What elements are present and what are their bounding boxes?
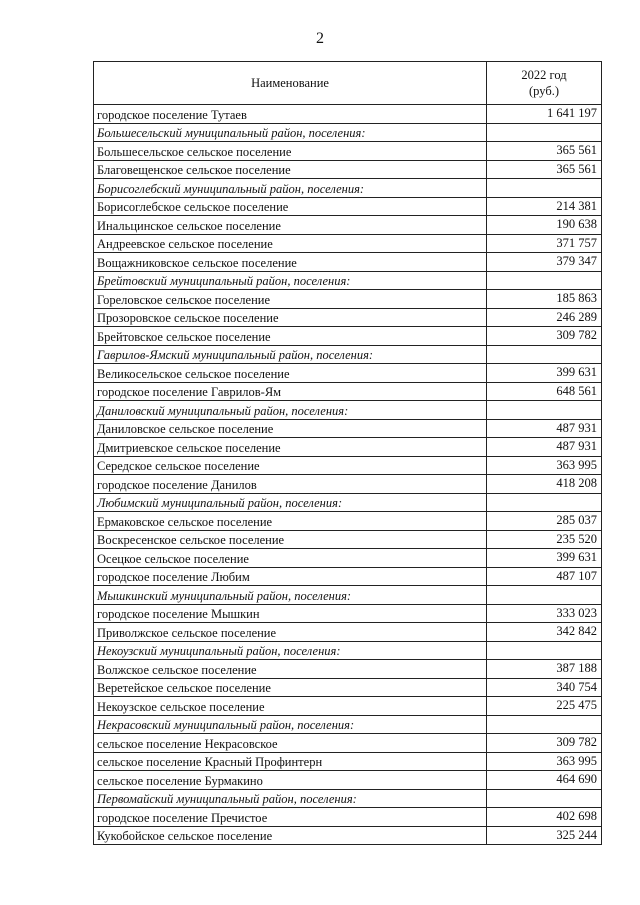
district-name-cell: Даниловский муниципальный район, поселения: xyxy=(94,401,487,420)
table-row xyxy=(94,567,602,586)
settlement-name-cell: Дмитриевское сельское поселение xyxy=(94,438,487,457)
amount-cell xyxy=(487,789,602,808)
amount-cell: 363 995 xyxy=(487,752,602,771)
district-name-cell: Некрасовский муниципальный район, поселения: xyxy=(94,715,487,734)
table-row xyxy=(94,734,602,753)
amount-cell: 487 931 xyxy=(487,419,602,438)
amount-cell xyxy=(487,345,602,364)
allocation-table-container xyxy=(93,61,601,845)
settlement-name-cell: Волжское сельское поселение xyxy=(94,660,487,679)
settlement-name-cell: Даниловское сельское поселение xyxy=(94,419,487,438)
allocation-table xyxy=(93,61,602,845)
settlement-name-cell: Осецкое сельское поселение xyxy=(94,549,487,568)
settlement-name-cell: Благовещенское сельское поселение xyxy=(94,160,487,179)
district-group-row xyxy=(94,271,602,290)
amount-cell xyxy=(487,715,602,734)
amount-cell: 342 842 xyxy=(487,623,602,642)
amount-cell xyxy=(487,641,602,660)
amount-cell: 487 107 xyxy=(487,567,602,586)
settlement-name-cell: Ермаковское сельское поселение xyxy=(94,512,487,531)
table-row xyxy=(94,197,602,216)
table-row xyxy=(94,364,602,383)
settlement-name-cell: Воскресенское сельское поселение xyxy=(94,530,487,549)
amount-cell: 1 641 197 xyxy=(487,105,602,124)
table-row xyxy=(94,160,602,179)
amount-cell: 464 690 xyxy=(487,771,602,790)
amount-cell: 365 561 xyxy=(487,142,602,161)
settlement-name-cell: городское поселение Пречистое xyxy=(94,808,487,827)
settlement-name-cell: Веретейское сельское поселение xyxy=(94,678,487,697)
table-row xyxy=(94,216,602,235)
district-group-row xyxy=(94,123,602,142)
amount-cell: 190 638 xyxy=(487,216,602,235)
district-group-row xyxy=(94,715,602,734)
district-name-cell: Гаврилов-Ямский муниципальный район, поселения: xyxy=(94,345,487,364)
table-header-row xyxy=(94,62,602,105)
table-row xyxy=(94,678,602,697)
settlement-name-cell: городское поселение Данилов xyxy=(94,475,487,494)
amount-cell xyxy=(487,271,602,290)
value-header-unit: (руб.) xyxy=(529,84,559,98)
district-name-cell: Мышкинский муниципальный район, поселения: xyxy=(94,586,487,605)
table-row xyxy=(94,382,602,401)
district-group-row xyxy=(94,345,602,364)
table-row xyxy=(94,771,602,790)
value-column-header xyxy=(487,62,602,105)
amount-cell xyxy=(487,586,602,605)
table-row xyxy=(94,549,602,568)
table-row xyxy=(94,475,602,494)
amount-cell: 487 931 xyxy=(487,438,602,457)
district-name-cell: Некоузский муниципальный район, поселения: xyxy=(94,641,487,660)
amount-cell: 387 188 xyxy=(487,660,602,679)
district-group-row xyxy=(94,789,602,808)
settlement-name-cell: городское поселение Гаврилов-Ям xyxy=(94,382,487,401)
table-row xyxy=(94,660,602,679)
amount-cell: 363 995 xyxy=(487,456,602,475)
settlement-name-cell: Борисоглебское сельское поселение xyxy=(94,197,487,216)
settlement-name-cell: сельское поселение Некрасовское xyxy=(94,734,487,753)
table-row xyxy=(94,456,602,475)
table-row xyxy=(94,253,602,272)
amount-cell: 648 561 xyxy=(487,382,602,401)
table-row xyxy=(94,826,602,845)
table-row xyxy=(94,419,602,438)
settlement-name-cell: сельское поселение Бурмакино xyxy=(94,771,487,790)
amount-cell: 333 023 xyxy=(487,604,602,623)
settlement-name-cell: Середское сельское поселение xyxy=(94,456,487,475)
amount-cell: 246 289 xyxy=(487,308,602,327)
table-row xyxy=(94,752,602,771)
district-name-cell: Брейтовский муниципальный район, поселения: xyxy=(94,271,487,290)
amount-cell: 418 208 xyxy=(487,475,602,494)
amount-cell: 309 782 xyxy=(487,327,602,346)
settlement-name-cell: Прозоровское сельское поселение xyxy=(94,308,487,327)
settlement-name-cell: Великосельское сельское поселение xyxy=(94,364,487,383)
amount-cell xyxy=(487,493,602,512)
settlement-name-cell: городское поселение Тутаев xyxy=(94,105,487,124)
amount-cell: 340 754 xyxy=(487,678,602,697)
table-row xyxy=(94,290,602,309)
table-body xyxy=(94,105,602,845)
settlement-name-cell: Андреевское сельское поселение xyxy=(94,234,487,253)
amount-cell: 399 631 xyxy=(487,549,602,568)
table-row xyxy=(94,697,602,716)
amount-cell: 309 782 xyxy=(487,734,602,753)
amount-cell: 235 520 xyxy=(487,530,602,549)
amount-cell: 285 037 xyxy=(487,512,602,531)
amount-cell: 365 561 xyxy=(487,160,602,179)
settlement-name-cell: городское поселение Любим xyxy=(94,567,487,586)
table-row xyxy=(94,808,602,827)
district-group-row xyxy=(94,179,602,198)
table-row xyxy=(94,308,602,327)
district-group-row xyxy=(94,401,602,420)
table-row xyxy=(94,438,602,457)
name-column-header: Наименование xyxy=(94,62,487,105)
amount-cell xyxy=(487,179,602,198)
amount-cell: 371 757 xyxy=(487,234,602,253)
amount-cell: 399 631 xyxy=(487,364,602,383)
amount-cell: 185 863 xyxy=(487,290,602,309)
settlement-name-cell: Приволжское сельское поселение xyxy=(94,623,487,642)
district-group-row xyxy=(94,586,602,605)
table-row xyxy=(94,623,602,642)
settlement-name-cell: Большесельское сельское поселение xyxy=(94,142,487,161)
settlement-name-cell: сельское поселение Красный Профинтерн xyxy=(94,752,487,771)
settlement-name-cell: Некоузское сельское поселение xyxy=(94,697,487,716)
table-row xyxy=(94,512,602,531)
amount-cell: 402 698 xyxy=(487,808,602,827)
table-row xyxy=(94,234,602,253)
page-number: 2 xyxy=(316,30,324,47)
settlement-name-cell: Кукобойское сельское поселение xyxy=(94,826,487,845)
district-name-cell: Борисоглебский муниципальный район, поселения: xyxy=(94,179,487,198)
district-name-cell: Любимский муниципальный район, поселения: xyxy=(94,493,487,512)
amount-cell xyxy=(487,123,602,142)
amount-cell: 225 475 xyxy=(487,697,602,716)
amount-cell xyxy=(487,401,602,420)
table-row xyxy=(94,604,602,623)
table-row xyxy=(94,530,602,549)
table-row xyxy=(94,105,602,124)
settlement-name-cell: Брейтовское сельское поселение xyxy=(94,327,487,346)
settlement-name-cell: Гореловское сельское поселение xyxy=(94,290,487,309)
amount-cell: 214 381 xyxy=(487,197,602,216)
district-name-cell: Большесельский муниципальный район, поселения: xyxy=(94,123,487,142)
district-group-row xyxy=(94,493,602,512)
table-row xyxy=(94,142,602,161)
settlement-name-cell: Инальцинское сельское поселение xyxy=(94,216,487,235)
amount-cell: 379 347 xyxy=(487,253,602,272)
value-header-year: 2022 год xyxy=(521,68,567,82)
district-name-cell: Первомайский муниципальный район, поселения: xyxy=(94,789,487,808)
settlement-name-cell: Вощажниковское сельское поселение xyxy=(94,253,487,272)
district-group-row xyxy=(94,641,602,660)
table-row xyxy=(94,327,602,346)
amount-cell: 325 244 xyxy=(487,826,602,845)
settlement-name-cell: городское поселение Мышкин xyxy=(94,604,487,623)
